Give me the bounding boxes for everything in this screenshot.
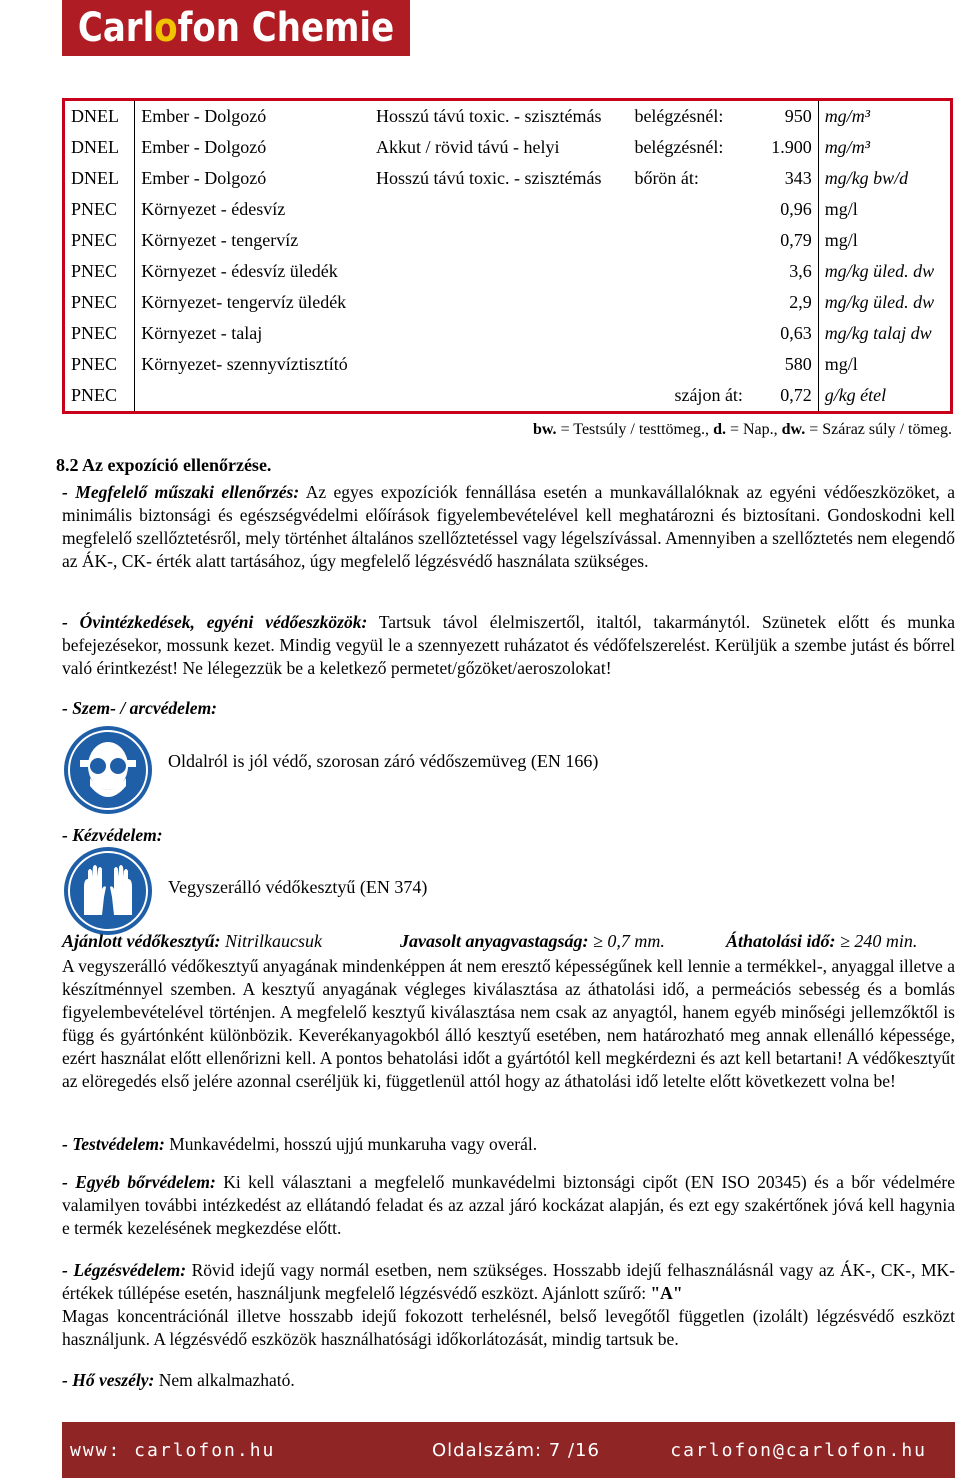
- table-row: [64, 318, 952, 349]
- cell-code: PNEC: [64, 349, 135, 380]
- cell-desc: [370, 318, 628, 349]
- table-row: [64, 380, 952, 413]
- goggles-icon: [62, 724, 154, 816]
- cell-who: Környezet- szennyvíztisztító: [141, 354, 348, 374]
- cell-value: 580: [749, 349, 818, 380]
- cell-route: [628, 225, 749, 256]
- cell-who: Környezet - édesvíz: [141, 199, 286, 219]
- cell-unit: mg/kg talaj dw: [824, 323, 932, 343]
- cell-who: Környezet- tengervíz üledék: [141, 292, 347, 312]
- cell-code: PNEC: [64, 287, 135, 318]
- cell-desc: Hosszú távú toxic. - szisztémás: [376, 106, 602, 126]
- exposure-limits-table: [62, 98, 953, 414]
- footer-website[interactable]: www: carlofon.hu: [70, 1439, 276, 1461]
- cell-value: 0,63: [749, 318, 818, 349]
- table-row: [64, 225, 952, 256]
- cell-value: 0,79: [749, 225, 818, 256]
- cell-unit: mg/m³: [824, 137, 871, 157]
- footer-email[interactable]: carlofon@carlofon.hu: [670, 1439, 927, 1461]
- cell-route: belégzésnél:: [634, 137, 724, 157]
- heat-hazard-paragraph: - Hő veszély: Nem alkalmazható.: [62, 1370, 295, 1390]
- cell-unit: mg/m³: [824, 106, 871, 126]
- logo-text: Carlofon Chemie: [77, 5, 395, 51]
- company-logo: [62, 0, 410, 56]
- cell-desc: [370, 349, 628, 380]
- cell-unit: mg/l: [824, 199, 858, 219]
- cell-route: szájon át:: [674, 385, 743, 405]
- cell-who: Környezet - talaj: [141, 323, 263, 343]
- cell-who: Ember - Dolgozó: [141, 106, 267, 126]
- cell-desc: [370, 287, 628, 318]
- cell-value: 343: [749, 163, 818, 194]
- cell-route: bőrön át:: [634, 168, 699, 188]
- cell-code: PNEC: [64, 194, 135, 225]
- engineering-controls-paragraph: - Megfelelő műszaki ellenőrzés: Az egyes expozíciók fennállása esetén a munkavállalóknak az egyéni védőeszközöket, a minimális biztonsági és egészségvédelmi előírások figyelembevételével kell meghatározni és biztosítani. Gondoskodni kell megfelelő szellőztetésről, mely történhet általános szellőztetéssel vagy légelszívással. Amennyiben a szellőztetés nem elegendő az ÁK-, CK- érték alatt tartásához, úgy megfelelő légzésvédő használata szükséges.: [62, 482, 955, 571]
- cell-route: belégzésnél:: [634, 106, 724, 126]
- cell-desc: [370, 256, 628, 287]
- cell-code: PNEC: [64, 256, 135, 287]
- cell-value: 950: [749, 100, 818, 133]
- hand-protection-text: Vegyszerálló védőkesztyű (EN 374): [168, 877, 428, 897]
- cell-route: [628, 287, 749, 318]
- cell-route: [628, 256, 749, 287]
- glove-thickness: Javasolt anyagvastagság: ≥ 0,7 mm.: [400, 931, 665, 951]
- breakthrough-time: Áthatolási idő: ≥ 240 min.: [726, 931, 918, 951]
- cell-desc: [370, 380, 628, 413]
- cell-desc: [370, 225, 628, 256]
- cell-code: DNEL: [64, 163, 135, 194]
- abbreviation-legend: bw. = Testsúly / testtömeg., d. = Nap., dw. = Száraz súly / tömeg.: [532, 421, 952, 438]
- cell-desc: Akkut / rövid távú - helyi: [376, 137, 560, 157]
- cell-route: [628, 318, 749, 349]
- table-row: [64, 287, 952, 318]
- cell-code: PNEC: [64, 380, 135, 413]
- precautions-paragraph: - Óvintézkedések, egyéni védőeszközök: Tartsuk távol élelmiszertől, italtól, takarmánytól. Szünetek előtt és munka befejezésekor, mossunk kezet. Mindig vegyül le a szennyezett ruházatot és védőfelszerelést. Kerüljük a szembe jutást és bőrrel való érintkezést! Ne lélegezzük be a keletkező permetet/gőzöket/aeroszolokat!: [62, 612, 955, 678]
- cell-code: DNEL: [64, 100, 135, 133]
- table-row: [64, 132, 952, 163]
- gloves-icon: [62, 845, 154, 937]
- cell-unit: mg/kg üled. dw: [824, 292, 935, 312]
- table-row: [64, 349, 952, 380]
- glove-material-paragraph: A vegyszerálló védőkesztyű anyagának mindenképpen át nem eresztő képességűnek kell lennie a termékkel-, anyaggal illetve a készítménnyel szemben. A kesztyű anyagának végleges kiválasztása az áthatolási idő, a permeációs sebesség és a bomlás figyelembevételével történjen. A megfelelő kesztyű kiválasztása nem csak az anyagtól, hanem egyéb minőségi jellemzőktől is függ és gyártónként különbözik. Keverékanyagokból álló kesztyű esetében, nem határozható meg annak ellenálló képessége, ezért használat előtt ellenőrizni kell. A pontos behatolási időt a gyártótól kell megkérdezni és azt kell betartani! A védőkesztyűt az elöregedés első jelére azonnal cseréljük ki, függetlenül attól hogy az áthatolási idő letelte előtt következett volna be!: [62, 956, 955, 1091]
- cell-who: Környezet - tengervíz: [141, 230, 299, 250]
- skin-protection-paragraph: - Egyéb bőrvédelem: Ki kell választani a megfelelő munkavédelmi biztonsági cipőt (EN ISO 20345) és a bőr védelmére valamilyen további intézkedést az ellátandó feladat és az azzal járó kockázat alapján, és ezt egy szakértőnek jóvá kell hagynia e termék kezelésének megkezdése előtt.: [62, 1172, 955, 1238]
- cell-unit: mg/kg bw/d: [824, 168, 909, 188]
- cell-code: PNEC: [64, 225, 135, 256]
- recommended-glove: Ajánlott védőkesztyű: Nitrilkaucsuk: [62, 931, 322, 951]
- page-footer: [62, 1422, 955, 1478]
- cell-value: 1.900: [749, 132, 818, 163]
- cell-unit: mg/l: [824, 230, 858, 250]
- table-row: [64, 163, 952, 194]
- cell-unit: mg/kg üled. dw: [824, 261, 935, 281]
- footer-page-number: Oldalszám: 7 /16: [432, 1439, 600, 1461]
- table-row: [64, 256, 952, 287]
- eye-protection-label: - Szem- / arcvédelem:: [62, 698, 218, 718]
- body-protection-paragraph: - Testvédelem: Munkavédelmi, hosszú ujjú munkaruha vagy overál.: [62, 1134, 538, 1154]
- cell-who: Ember - Dolgozó: [141, 137, 267, 157]
- respiratory-protection-paragraph: - Légzésvédelem: Rövid idejű vagy normál esetben, nem szükséges. Hosszabb idejű felhasználásnál vagy az ÁK-, CK-, MK- értékek túllépése esetén, használjunk megfelelő légzésvédő eszközt. Ajánlott szűrő: "A" Magas koncentrációnál illetve hosszabb idejű fokozott terhelésnél, belső levegőtől független (izolált) légzésvédő eszközt használjunk. A légzésvédő eszközök használhatósági időkorlátozását, mindig tartsuk be.: [62, 1260, 955, 1349]
- cell-value: 2,9: [749, 287, 818, 318]
- hand-protection-label: - Kézvédelem:: [62, 825, 163, 845]
- cell-value: 3,6: [749, 256, 818, 287]
- cell-unit: mg/l: [824, 354, 858, 374]
- cell-route: [628, 194, 749, 225]
- cell-code: DNEL: [64, 132, 135, 163]
- cell-desc: [370, 194, 628, 225]
- cell-unit: g/kg étel: [824, 385, 887, 405]
- cell-route: [628, 349, 749, 380]
- cell-value: 0,96: [749, 194, 818, 225]
- cell-code: PNEC: [64, 318, 135, 349]
- table-row: [64, 194, 952, 225]
- cell-who: Környezet - édesvíz üledék: [141, 261, 338, 281]
- cell-desc: Hosszú távú toxic. - szisztémás: [376, 168, 602, 188]
- cell-value: 0,72: [749, 380, 818, 413]
- section-title: 8.2 Az expozíció ellenőrzése.: [56, 455, 272, 475]
- eye-protection-text: Oldalról is jól védő, szorosan záró védőszemüveg (EN 166): [168, 751, 599, 771]
- table-row: [64, 100, 952, 133]
- cell-who: [135, 380, 370, 413]
- cell-who: Ember - Dolgozó: [141, 168, 267, 188]
- page-header: [0, 0, 960, 70]
